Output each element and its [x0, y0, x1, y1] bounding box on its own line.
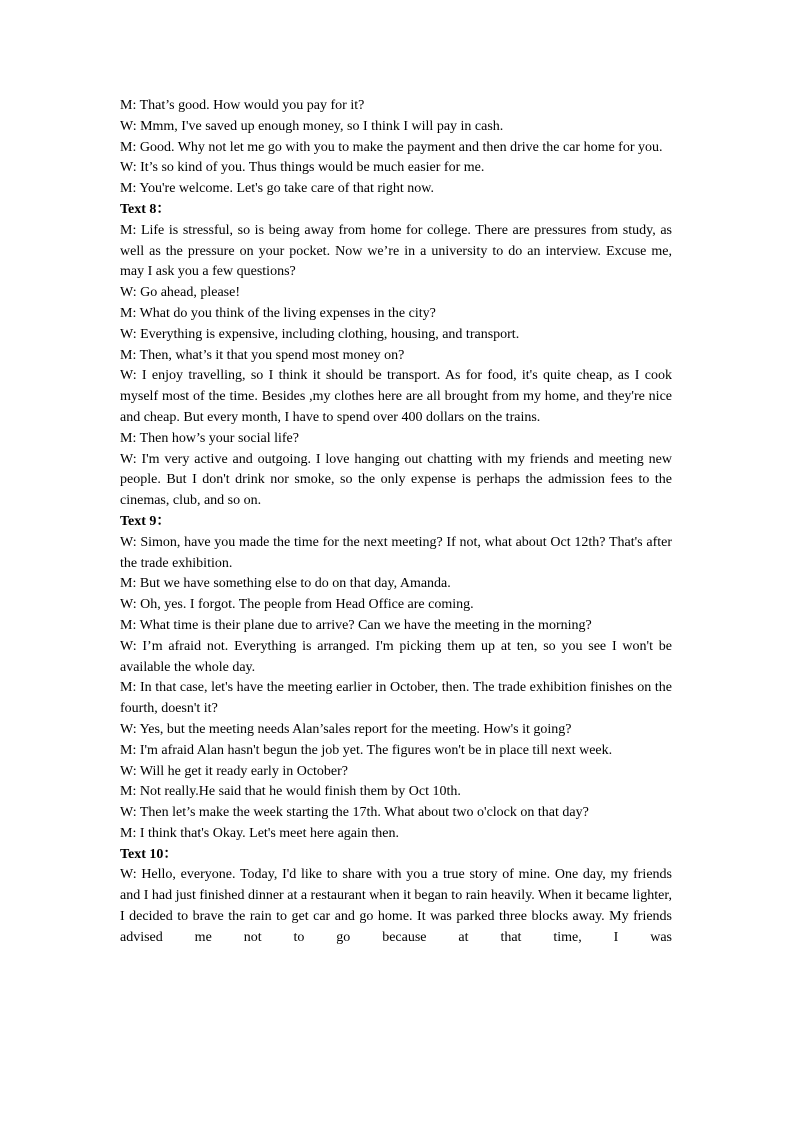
dialogue-line: M: Good. Why not let me go with you to make the payment and then drive the car home for you.: [120, 139, 663, 155]
dialogue-line: W: I'm very active and outgoing. I love hanging out chatting with my friends and meeting new people. But I don't drink nor smoke, so the only expense is perhaps the admission fees to the cinemas, club, and so on.: [120, 451, 672, 509]
dialogue-line: W: Hello, everyone. Today, I'd like to share with you a true story of mine. One day, my friends and I had just finished dinner at a restaurant when it began to rain heavily. When it became lighter, I decided to brave the rain to get car and go home. It was parked three blocks away. My friends advised me not to go because at that time, I was: [120, 867, 672, 945]
dialogue-line: W: Go ahead, please!: [120, 285, 240, 301]
dialogue-line: M: But we have something else to do on that day, Amanda.: [120, 576, 451, 592]
dialogue-line: W: Everything is expensive, including clothing, housing, and transport.: [120, 326, 520, 342]
dialogue-line: M: Then, what’s it that you spend most money on?: [120, 347, 405, 363]
dialogue-line: M: That’s good. How would you pay for it?: [120, 98, 365, 113]
section-heading: Text 10：: [120, 846, 178, 862]
section-heading: Text 8：: [120, 201, 171, 217]
dialogue-line: W: It’s so kind of you. Thus things would be much easier for me.: [120, 160, 485, 176]
dialogue-line: M: In that case, let's have the meeting earlier in October, then. The trade exhibition finishes on the fourth, doesn't it?: [120, 680, 672, 717]
dialogue-line: M: Then how’s your social life?: [120, 430, 299, 446]
dialogue-line: M: Life is stressful, so is being away from home for college. There are pressures from study, as well as the pressure on your pocket. Now we’re in a university to do an interview. Excuse me, may I ask you a few questions?: [120, 222, 672, 280]
dialogue-line: W: I’m afraid not. Everything is arranged. I'm picking them up at ten, so you see I won't be available the whole day.: [120, 638, 672, 675]
dialogue-line: M: I'm afraid Alan hasn't begun the job yet. The figures won't be in place till next week.: [120, 742, 613, 758]
dialogue-line: W: Mmm, I've saved up enough money, so I think I will pay in cash.: [120, 118, 504, 134]
dialogue-line: W: Will he get it ready early in October?: [120, 763, 349, 779]
dialogue-line: W: I enjoy travelling, so I think it should be transport. As for food, it's quite cheap, as I cook myself most of the time. Besides ,my clothes here are all brought from my home, and they're nice and cheap. But every month, I have to spend over 400 dollars on the trains.: [120, 368, 672, 425]
dialogue-line: M: Not really.He said that he would finish them by Oct 10th.: [120, 784, 461, 800]
document-page: [120, 96, 672, 949]
section-heading: Text 9：: [120, 513, 171, 529]
dialogue-line: M: What do you think of the living expenses in the city?: [120, 305, 436, 321]
dialogue-line: W: Oh, yes. I forgot. The people from Head Office are coming.: [120, 597, 474, 613]
dialogue-line: M: What time is their plane due to arrive? Can we have the meeting in the morning?: [120, 617, 592, 633]
dialogue-line: M: You're welcome. Let's go take care of that right now.: [120, 181, 435, 197]
dialogue-line: W: Yes, but the meeting needs Alan’sales report for the meeting. How's it going?: [120, 721, 572, 737]
dialogue-line: W: Then let’s make the week starting the 17th. What about two o'clock on that day?: [120, 805, 589, 821]
dialogue-line: W: Simon, have you made the time for the next meeting? If not, what about Oct 12th? That's after the trade exhibition.: [120, 534, 672, 571]
dialogue-line: M: I think that's Okay. Let's meet here again then.: [120, 825, 400, 841]
